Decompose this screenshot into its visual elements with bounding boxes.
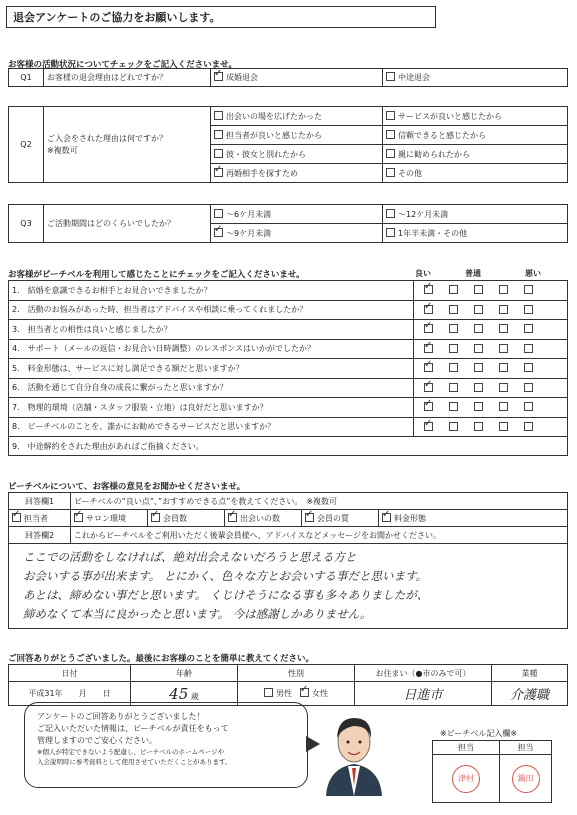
message-line-1: アンケートのご回答ありがとうございました！	[37, 712, 205, 721]
checkbox[interactable]	[499, 422, 508, 431]
header-age: 年齢	[131, 665, 238, 682]
checkbox-checked[interactable]	[151, 513, 160, 522]
checkbox-checked[interactable]	[424, 402, 433, 411]
rating-options	[414, 339, 568, 359]
checkbox-checked[interactable]	[424, 305, 433, 314]
rating-options	[414, 281, 568, 301]
rating-options	[414, 359, 568, 379]
stamp-cell-1	[433, 755, 500, 803]
q1-number: Q1	[9, 69, 44, 87]
q3-option-3[interactable]: ✓～9ケ月未満	[211, 224, 383, 243]
stamp-2: 鍋田	[512, 765, 540, 793]
rating-row	[9, 281, 568, 301]
checkbox-checked[interactable]	[424, 344, 433, 353]
answer1-option-2[interactable]: ✓ サロン環境	[71, 510, 148, 527]
rating-options	[414, 320, 568, 340]
checkbox[interactable]	[386, 228, 395, 237]
page-title: 退会アンケートのご協力をお願いします。	[6, 6, 436, 28]
checkbox[interactable]	[386, 130, 395, 139]
scale-good: 良い	[415, 269, 431, 278]
header-date: 日付	[9, 665, 131, 682]
rating-item-label: 5. 料金形態は、サービスに対し満足できる額だと思いますか？	[9, 359, 414, 379]
section2-heading: お客様がビーチベルを利用して感じたことにチェックをご記入くださいませ。	[8, 270, 305, 280]
checkbox-checked[interactable]	[214, 72, 223, 81]
rating-item-label: 4. サポート（メールの返信・お見合い日時調整）のレスポンスはいかがでしたか？	[9, 339, 414, 359]
answer1-label: 回答欄1	[9, 493, 71, 510]
residence-field[interactable]	[355, 682, 492, 706]
rating-row	[9, 339, 568, 359]
checkbox[interactable]	[474, 383, 483, 392]
residence-value: 日進市	[403, 688, 443, 703]
gender-field[interactable]: 男性 ✓ 女性	[238, 682, 355, 706]
checkbox[interactable]	[474, 324, 483, 333]
q3-question: ご活動期間はどのくらいでしたか？	[44, 205, 211, 243]
checkbox[interactable]	[474, 305, 483, 314]
checkbox[interactable]	[386, 168, 395, 177]
rating-item-label: 6. 活動を通じて自分自身の成長に繋がったと思いますか？	[9, 378, 414, 398]
checkbox[interactable]	[449, 383, 458, 392]
staff-illustration	[318, 706, 390, 796]
checkbox[interactable]	[214, 149, 223, 158]
answer1-option-6[interactable]: ✓ 料金形態	[379, 510, 568, 527]
checkbox[interactable]	[449, 402, 458, 411]
checkbox[interactable]	[499, 324, 508, 333]
checkbox[interactable]	[449, 363, 458, 372]
checkbox[interactable]	[499, 363, 508, 372]
section4-heading: ご回答ありがとうございました。最後にお客様のことを簡単に教えてください。	[8, 654, 315, 664]
rating-options	[414, 417, 568, 437]
checkbox[interactable]	[524, 402, 533, 411]
message-line-5: 入会説明時に参考資料として使用させていただくことがあります。	[37, 758, 232, 766]
checkbox[interactable]	[499, 344, 508, 353]
staff-heading: ※ビーチベル記入欄※	[440, 729, 518, 738]
checkbox[interactable]	[264, 688, 273, 697]
header-residence: お住まい（●市のみで可）	[355, 665, 492, 682]
answer1-option-5[interactable]: ✓ 会員の質	[302, 510, 379, 527]
checkbox[interactable]	[524, 422, 533, 431]
checkbox-checked[interactable]	[74, 513, 83, 522]
q2-option-1[interactable]: 出会いの場を広げたかった	[211, 107, 383, 126]
q3-table	[8, 204, 568, 243]
rating-options	[414, 398, 568, 418]
checkbox-checked[interactable]	[214, 228, 223, 237]
occupation-value: 介護職	[509, 688, 549, 703]
age-unit: 歳	[190, 691, 199, 701]
staff-col-2: 担当	[500, 741, 552, 755]
checkbox-checked[interactable]	[12, 513, 21, 522]
handwritten-line-2: お会いする事が出来ます。 とにかく、色々な方とお会いする事だと思います。	[23, 569, 428, 583]
rating-options	[414, 300, 568, 320]
scale-bad: 悪い	[525, 269, 541, 278]
answer2-text-area[interactable]	[9, 544, 568, 629]
checkbox[interactable]	[524, 383, 533, 392]
answer2-question: これからビーチベルをご利用いただく後輩会員様へ、アドバイスなどメッセージをお聞かせください。	[71, 527, 568, 544]
checkbox[interactable]	[524, 344, 533, 353]
q3-option-2[interactable]: ～12ケ月未満	[383, 205, 568, 224]
rating-item-9: 9. 中途解約をされた理由があればご指摘ください。	[9, 437, 568, 456]
rating-row	[9, 398, 568, 418]
q1-table	[8, 68, 568, 87]
checkbox[interactable]	[449, 285, 458, 294]
stamp-1: 津村	[452, 765, 480, 793]
handwritten-line-1: ここでの活動をしなければ、絶対出会えないだろうと思える方と	[23, 550, 357, 564]
q2-option-8[interactable]: その他	[383, 164, 568, 183]
checkbox[interactable]	[214, 209, 223, 218]
checkbox[interactable]	[499, 305, 508, 314]
rating-scale-header	[403, 268, 563, 279]
checkbox[interactable]	[474, 285, 483, 294]
checkbox[interactable]	[449, 422, 458, 431]
q2-question-cell	[44, 107, 211, 183]
checkbox-checked[interactable]	[305, 513, 314, 522]
checkbox[interactable]	[214, 111, 223, 120]
q2-option-6[interactable]: 親に勧められたから	[383, 145, 568, 164]
rating-item-label: 2. 活動のお悩みがあった時、担当者はアドバイスや相談に乗ってくれましたか？	[9, 300, 414, 320]
rating-options	[414, 378, 568, 398]
section3-heading: ビーチベルについて、お客様の意見をお聞かせくださいませ。	[8, 482, 246, 492]
checkbox-checked[interactable]	[214, 168, 223, 177]
q2-option-4[interactable]: 信頼できると感じたから	[383, 126, 568, 145]
rating-item-label: 7. 物理的環境（店舗・スタッフ服装・立地）は良好だと思いますか？	[9, 398, 414, 418]
message-line-2: ご記入いただいた情報は、ビーチベルが責任をもって	[37, 724, 229, 733]
checkbox[interactable]	[386, 111, 395, 120]
q2-question: ご入会をされた理由は何ですか？	[47, 133, 167, 143]
q2-note: ※複数可	[47, 145, 78, 155]
checkbox[interactable]	[386, 72, 395, 81]
checkbox-checked[interactable]	[424, 324, 433, 333]
checkbox-checked[interactable]	[424, 422, 433, 431]
q2-option-7[interactable]: ✓再婚相手を探すため	[211, 164, 383, 183]
opinion-table	[8, 492, 568, 629]
occupation-field[interactable]	[492, 682, 568, 706]
checkbox[interactable]	[386, 149, 395, 158]
stamp-cell-2	[500, 755, 552, 803]
message-line-3: 管理しますのでご安心ください。	[37, 736, 157, 745]
answer1-option-1[interactable]: ✓担当者	[9, 510, 71, 527]
checkbox[interactable]	[474, 344, 483, 353]
checkbox[interactable]	[449, 344, 458, 353]
checkbox[interactable]	[499, 285, 508, 294]
q2-table	[8, 106, 568, 183]
answer1-question: ビーチベルの”良い点”、”おすすめできる点”を教えてください。	[74, 496, 299, 506]
checkbox[interactable]	[524, 285, 533, 294]
rating-table	[8, 280, 568, 456]
checkbox-checked[interactable]	[382, 513, 391, 522]
handwritten-line-4: 締めなくて本当に良かったと思います。 今は感謝しかありません。	[23, 607, 372, 621]
checkbox[interactable]	[474, 363, 483, 372]
rating-item-label: 3. 担当者との相性は良いと感じましたか？	[9, 320, 414, 340]
q2-number: Q2	[9, 107, 44, 183]
staff-table	[432, 740, 552, 803]
rating-row	[9, 359, 568, 379]
q2-option-2[interactable]: サービスが良いと感じたから	[383, 107, 568, 126]
rating-row	[9, 378, 568, 398]
checkbox[interactable]	[449, 324, 458, 333]
message-bubble	[24, 702, 308, 788]
handwritten-line-3: あとは、締めない事だと思います。 くじけそうになる事も多々ありましたが、	[23, 588, 429, 602]
checkbox-checked[interactable]	[300, 688, 309, 697]
q1-option-2[interactable]: 中途退会	[383, 69, 568, 87]
checkbox[interactable]	[499, 383, 508, 392]
q1-question: お客様の退会理由はどれですか？	[44, 69, 211, 87]
q3-option-4[interactable]: 1年半未満・その他	[383, 224, 568, 243]
checkbox[interactable]	[474, 402, 483, 411]
checkbox[interactable]	[524, 305, 533, 314]
answer2-label: 回答欄2	[9, 527, 71, 544]
checkbox[interactable]	[524, 363, 533, 372]
q3-option-1[interactable]: ～6ケ月未満	[211, 205, 383, 224]
date-field[interactable]: 平成31年 月 日	[9, 682, 131, 706]
header-occupation: 業種	[492, 665, 568, 682]
answer1-option-3[interactable]: ✓ 会員数	[148, 510, 225, 527]
answer1-note: ※複数可	[306, 496, 338, 506]
checkbox-checked[interactable]	[424, 285, 433, 294]
q1-option-1[interactable]: ✓ 成婚退会	[211, 69, 383, 87]
scale-average: 普通	[465, 269, 481, 278]
checkbox-checked[interactable]	[424, 383, 433, 392]
age-value: 45	[169, 684, 189, 703]
section1-heading: お客様の活動状況についてチェックをご記入くださいませ。	[8, 60, 237, 70]
checkbox[interactable]	[474, 422, 483, 431]
q3-number: Q3	[9, 205, 44, 243]
checkbox[interactable]	[524, 324, 533, 333]
profile-table	[8, 664, 568, 706]
rating-row	[9, 417, 568, 437]
q2-option-5[interactable]: 彼・彼女と別れたから	[211, 145, 383, 164]
message-line-4: ※個人が特定できないよう配慮し、ビーチベルのホームページや	[37, 748, 225, 756]
rating-row	[9, 320, 568, 340]
header-gender: 性別	[238, 665, 355, 682]
rating-item-label: 1. 結婚を意識できるお相手とお見合いできましたか？	[9, 281, 414, 301]
rating-row	[9, 300, 568, 320]
rating-item-label: 8. ビーチベルのことを、誰かにお勧めできるサービスだと思いますか？	[9, 417, 414, 437]
staff-col-1: 担当	[433, 741, 500, 755]
checkbox[interactable]	[214, 130, 223, 139]
checkbox-checked[interactable]	[228, 513, 237, 522]
checkbox-checked[interactable]	[424, 363, 433, 372]
answer1-option-4[interactable]: ✓ 出会いの数	[225, 510, 302, 527]
answer1-question-cell	[71, 493, 568, 510]
checkbox[interactable]	[386, 209, 395, 218]
checkbox[interactable]	[449, 305, 458, 314]
checkbox[interactable]	[499, 402, 508, 411]
q2-option-3[interactable]: 担当者が良いと感じたから	[211, 126, 383, 145]
